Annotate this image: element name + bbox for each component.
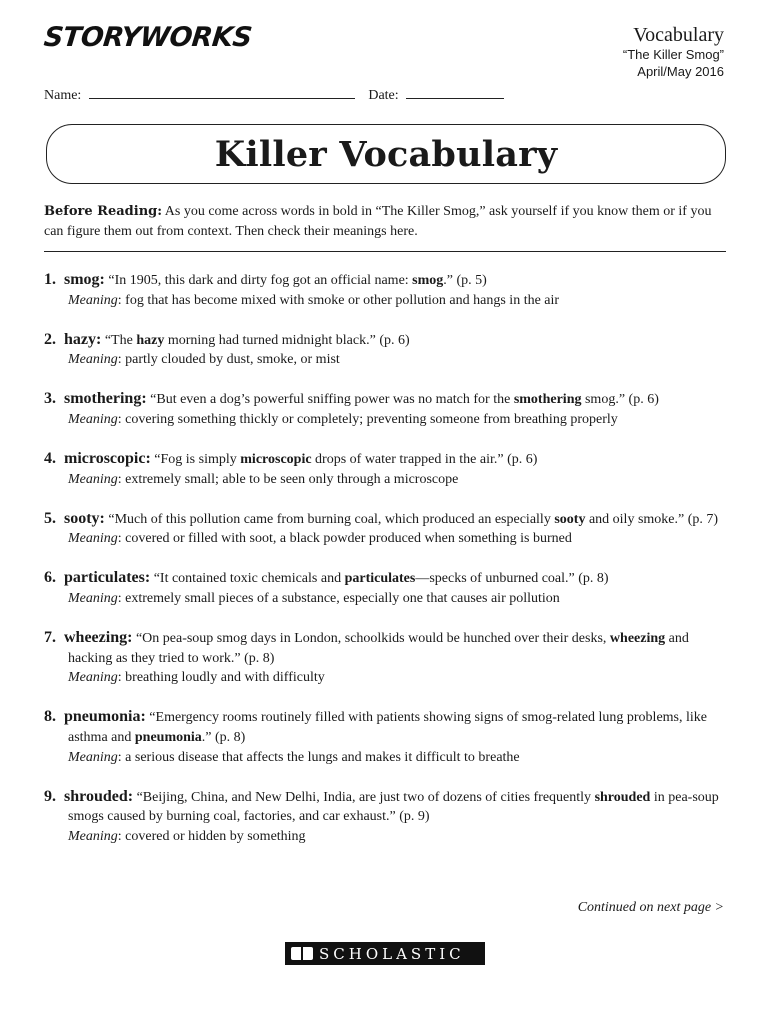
example-text: “Emergency rooms routinely filled with patients showing signs of smog-related lung problems, like asthma and <box>68 710 707 745</box>
meaning-text: : a serious disease that affects the lungs and makes it difficult to breathe <box>117 749 520 765</box>
vocab-list <box>44 270 730 866</box>
example-text: “In 1905, this dark and dirty fog got an official name: <box>104 273 413 288</box>
vocab-word: shrouded: <box>64 787 134 805</box>
meaning <box>44 748 730 768</box>
vocab-item <box>44 568 730 608</box>
example-text-end: .” (p. 5) <box>443 273 487 288</box>
bold-word: particulates <box>344 571 416 587</box>
intro-lead: Before Reading: <box>44 204 163 219</box>
vocab-item <box>44 787 730 847</box>
example-text: “But even a dog’s powerful sniffing power was no match for the <box>146 392 514 408</box>
meaning-text: : fog that has become mixed with smoke or other pollution and hangs in the air <box>117 292 560 308</box>
meaning-label: Meaning <box>68 471 118 487</box>
intro-paragraph <box>44 202 726 242</box>
example-text-end: in pea-soup smogs caused by burning coal, factories, and car exhaust.” (p. 9) <box>68 789 719 825</box>
name-date-row <box>44 86 504 104</box>
example-text-end: morning had turned midnight black.” (p. 6) <box>164 332 410 348</box>
item-number: 4. <box>44 450 56 468</box>
vocab-word: microscopic: <box>64 450 151 468</box>
item-number: 5. <box>44 509 56 527</box>
vocab-item <box>44 707 730 767</box>
title-banner <box>46 124 726 184</box>
meaning-label: Meaning <box>68 531 118 547</box>
bold-word: hazy <box>136 332 165 348</box>
bold-word: smog <box>412 273 444 288</box>
bold-word: microscopic <box>240 452 312 468</box>
meaning-label: Meaning <box>68 411 118 427</box>
meaning <box>44 529 730 549</box>
meaning <box>44 410 730 430</box>
name-field[interactable] <box>89 86 355 99</box>
meaning <box>44 291 730 311</box>
publisher-name: SCHOLASTIC <box>319 944 465 963</box>
issue-date: April/May 2016 <box>637 64 724 79</box>
vocab-item <box>44 449 730 489</box>
continued-link[interactable]: Continued on next page > <box>577 900 724 915</box>
vocab-word: particulates: <box>64 569 151 587</box>
example-text: “It contained toxic chemicals and <box>150 571 345 587</box>
bold-word: sooty <box>554 511 586 527</box>
item-number: 2. <box>44 330 56 348</box>
page-title: Killer Vocabulary <box>214 133 558 175</box>
header-info <box>623 24 724 80</box>
item-number: 7. <box>44 629 56 647</box>
bold-word: shrouded <box>594 789 651 805</box>
vocab-word: smog: <box>64 271 105 288</box>
date-label: Date: <box>368 88 399 103</box>
example-text-end: —specks of unburned coal.” (p. 8) <box>415 571 609 587</box>
vocab-word: sooty: <box>64 509 105 527</box>
meaning-label: Meaning <box>68 670 118 686</box>
meaning-text: : extremely small pieces of a substance, especially one that causes air pollution <box>117 591 560 607</box>
vocab-item <box>44 389 730 429</box>
meaning-text: : partly clouded by dust, smoke, or mist <box>117 352 340 368</box>
item-number: 9. <box>44 787 56 805</box>
example-text: “Beijing, China, and New Delhi, India, are just two of dozens of cities frequently <box>133 789 595 805</box>
meaning-text: : breathing loudly and with difficulty <box>117 670 325 686</box>
example-text-end: .” (p. 8) <box>201 730 246 745</box>
example-text: “On pea-soup smog days in London, schoolkids would be hunched over their desks, <box>132 631 610 647</box>
item-number: 8. <box>44 708 56 726</box>
vocab-word: smothering: <box>64 390 147 408</box>
example-text: “The <box>101 332 137 348</box>
meaning-label: Meaning <box>68 292 118 308</box>
divider <box>44 251 726 252</box>
meaning-text: : covered or filled with soot, a black powder produced when something is burned <box>117 531 572 547</box>
vocab-word: hazy: <box>64 330 102 348</box>
storyworks-logo: STORYWORKS <box>42 22 254 53</box>
vocab-item <box>44 270 730 310</box>
example-text-end: smog.” (p. 6) <box>581 392 659 408</box>
story-title: “The Killer Smog” <box>622 47 724 62</box>
date-field[interactable] <box>406 86 504 99</box>
meaning-text: : extremely small; able to be seen only through a microscope <box>117 471 459 487</box>
vocab-item <box>44 330 730 370</box>
meaning-label: Meaning <box>68 591 118 607</box>
bold-word: smothering <box>513 392 582 408</box>
item-number: 1. <box>44 271 56 288</box>
vocab-word: pneumonia: <box>64 708 146 726</box>
example-text: “Fog is simply <box>150 452 241 468</box>
item-number: 3. <box>44 390 56 408</box>
example-text-end: and hacking as they tried to work.” (p. 8) <box>68 631 689 666</box>
meaning <box>44 470 730 490</box>
meaning <box>44 589 730 609</box>
meaning-label: Meaning <box>68 352 118 368</box>
example-text-end: and oily smoke.” (p. 7) <box>585 511 719 527</box>
meaning <box>44 668 730 688</box>
intro-text: As you come across words in bold in “The Killer Smog,” ask yourself if you know them or if you can figure them out from context. Then check their meanings here. <box>44 204 712 239</box>
scholastic-logo <box>285 942 485 965</box>
name-label: Name: <box>44 88 82 103</box>
item-number: 6. <box>44 569 56 587</box>
meaning <box>44 350 730 370</box>
meaning-label: Meaning <box>68 828 118 844</box>
vocab-word: wheezing: <box>64 629 133 647</box>
bold-word: pneumonia <box>134 730 202 745</box>
bold-word: wheezing <box>609 631 666 647</box>
example-text-end: drops of water trapped in the air.” (p. 6) <box>311 452 538 468</box>
book-icon <box>291 947 313 961</box>
meaning <box>44 827 730 847</box>
vocab-item <box>44 628 730 688</box>
doc-type: Vocabulary <box>633 24 724 46</box>
meaning-text: : covering something thickly or completely; preventing someone from breathing properly <box>117 411 618 427</box>
meaning-label: Meaning <box>68 749 118 765</box>
vocab-item <box>44 509 730 549</box>
example-text: “Much of this pollution came from burning coal, which produced an especially <box>104 511 555 527</box>
meaning-text: : covered or hidden by something <box>117 828 306 844</box>
